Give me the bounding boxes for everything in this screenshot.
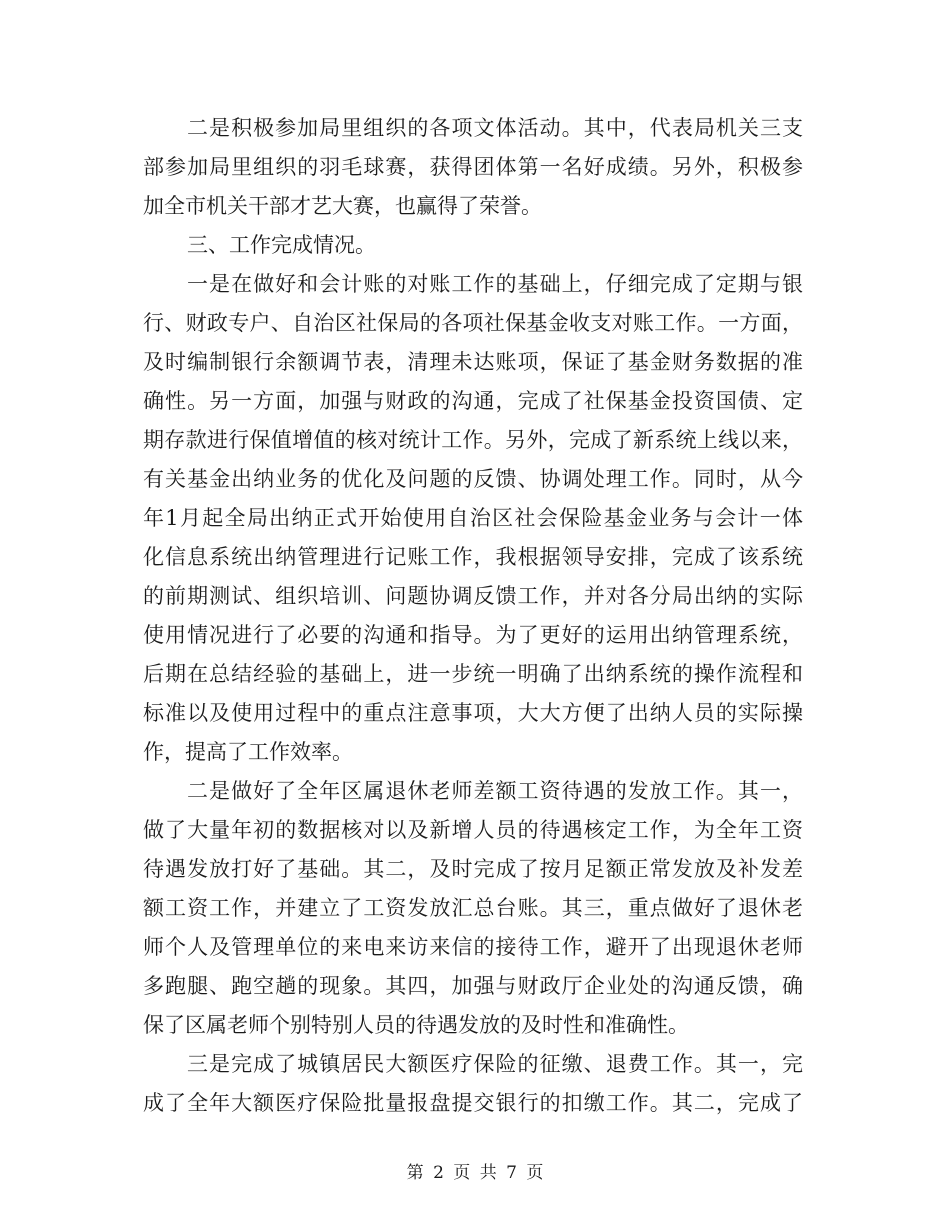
paragraph-line: 待遇发放打好了基础。其二，及时完成了按月足额正常发放及补发差	[143, 857, 803, 881]
paragraph-line: 后期在总结经验的基础上，进一步统一明确了出纳系统的操作流程和	[143, 662, 803, 686]
paragraph-line: 期存款进行保值增值的核对统计工作。另外，完成了新系统上线以来，	[143, 428, 803, 452]
paragraph-line: 年1月起全局出纳正式开始使用自治区社会保险基金业务与会计一体	[143, 506, 803, 530]
page-number-footer: 第 2 页 共 7 页	[406, 1163, 544, 1183]
paragraph-line: 行、财政专户、自治区社保局的各项社保基金收支对账工作。一方面，	[143, 311, 803, 335]
paragraph-line: 二是积极参加局里组织的各项文体活动。其中，代表局机关三支	[187, 116, 803, 140]
paragraph-line: 师个人及管理单位的来电来访来信的接待工作，避开了出现退休老师	[143, 935, 803, 959]
paragraph-line: 作，提高了工作效率。	[143, 740, 353, 764]
paragraph-line: 做了大量年初的数据核对以及新增人员的待遇核定工作，为全年工资	[143, 818, 803, 842]
paragraph-line: 加全市机关干部才艺大赛，也赢得了荣誉。	[143, 194, 542, 218]
paragraph-line: 有关基金出纳业务的优化及问题的反馈、协调处理工作。同时，从今	[143, 467, 803, 491]
paragraph-line: 的前期测试、组织培训、问题协调反馈工作，并对各分局出纳的实际	[143, 584, 803, 608]
paragraph-line: 标准以及使用过程中的重点注意事项，大大方便了出纳人员的实际操	[143, 701, 803, 725]
paragraph-line: 成了全年大额医疗保险批量报盘提交银行的扣缴工作。其二，完成了	[143, 1091, 803, 1115]
paragraph-line: 三是完成了城镇居民大额医疗保险的征缴、退费工作。其一，完	[187, 1052, 803, 1076]
paragraph-line: 多跑腿、跑空趟的现象。其四，加强与财政厅企业处的沟通反馈，确	[143, 974, 803, 998]
paragraph-line: 额工资工作，并建立了工资发放汇总台账。其三，重点做好了退休老	[143, 896, 803, 920]
paragraph-line: 化信息系统出纳管理进行记账工作，我根据领导安排，完成了该系统	[143, 545, 803, 569]
paragraph-line: 及时编制银行余额调节表，清理未达账项，保证了基金财务数据的准	[143, 350, 803, 374]
paragraph-line: 保了区属老师个别特别人员的待遇发放的及时性和准确性。	[143, 1013, 689, 1037]
paragraph-line: 确性。另一方面，加强与财政的沟通，完成了社保基金投资国债、定	[143, 389, 803, 413]
section-heading: 三、工作完成情况。	[187, 233, 376, 257]
paragraph-line: 一是在做好和会计账的对账工作的基础上，仔细完成了定期与银	[187, 272, 803, 296]
paragraph-line: 部参加局里组织的羽毛球赛，获得团体第一名好成绩。另外，积极参	[143, 155, 803, 179]
paragraph-line: 二是做好了全年区属退休老师差额工资待遇的发放工作。其一，	[187, 779, 803, 803]
paragraph-line: 使用情况进行了必要的沟通和指导。为了更好的运用出纳管理系统，	[143, 623, 803, 647]
